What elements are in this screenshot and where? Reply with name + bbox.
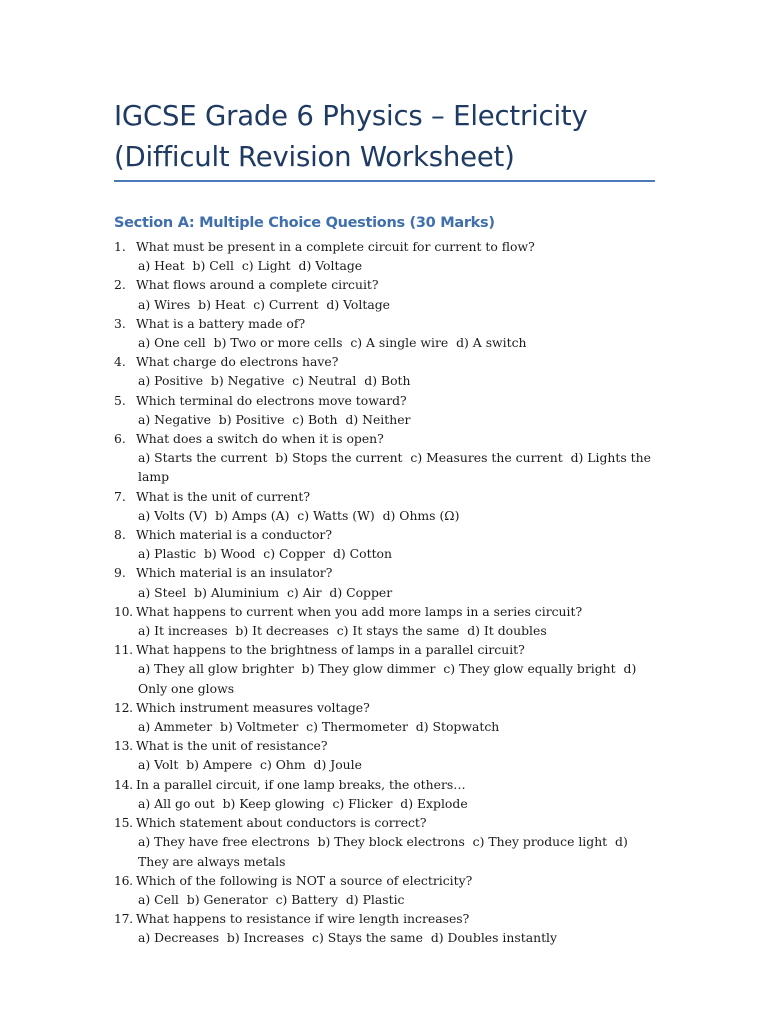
question-number: 16.	[114, 872, 133, 888]
question-number: 4.	[114, 354, 126, 370]
question-number: 7.	[114, 488, 126, 504]
question-text: What does a switch do when it is open?	[136, 431, 384, 447]
question-item	[114, 525, 662, 563]
question-item	[114, 736, 662, 774]
question-number: 8.	[114, 527, 126, 543]
question-options: a) Heat b) Cell c) Light d) Voltage	[138, 258, 363, 274]
question-options: a) Starts the current b) Stops the current c) Measures the current d) Lights the lamp	[138, 450, 655, 485]
question-item	[114, 391, 662, 429]
question-options: a) Ammeter b) Voltmeter c) Thermometer d) Stopwatch	[138, 719, 500, 735]
question-text: Which material is an insulator?	[136, 565, 333, 581]
question-text: Which material is a conductor?	[136, 527, 332, 543]
question-item	[114, 429, 662, 487]
question-text: What happens to resistance if wire length increases?	[136, 911, 470, 927]
question-item	[114, 813, 662, 871]
question-options: a) They have free electrons b) They block electrons c) They produce light d) They are always metals	[138, 834, 632, 869]
title-line-2: (Difficult Revision Worksheet)	[114, 141, 515, 173]
question-item	[114, 275, 662, 313]
question-options: a) Volt b) Ampere c) Ohm d) Joule	[138, 757, 362, 773]
question-number: 17.	[114, 911, 133, 927]
question-options: a) Positive b) Negative c) Neutral d) Both	[138, 373, 411, 389]
question-number: 6.	[114, 431, 126, 447]
question-number: 12.	[114, 699, 133, 715]
question-text: Which instrument measures voltage?	[136, 699, 370, 715]
question-item	[114, 602, 662, 640]
question-item	[114, 352, 662, 390]
question-options: a) Negative b) Positive c) Both d) Neither	[138, 411, 411, 427]
question-list	[114, 237, 662, 948]
question-options: a) They all glow brighter b) They glow dimmer c) They glow equally bright d) Only one glows	[138, 661, 641, 696]
question-text: What charge do electrons have?	[136, 354, 339, 370]
question-number: 9.	[114, 565, 126, 581]
question-number: 15.	[114, 815, 133, 831]
question-number: 3.	[114, 315, 126, 331]
question-text: In a parallel circuit, if one lamp breaks, the others…	[136, 776, 466, 792]
question-text: Which of the following is NOT a source of electricity?	[136, 872, 473, 888]
question-options: a) Volts (V) b) Amps (A) c) Watts (W) d) Ohms (Ω)	[138, 507, 460, 523]
question-options: a) Decreases b) Increases c) Stays the same d) Doubles instantly	[138, 930, 558, 946]
question-item	[114, 775, 662, 813]
question-number: 5.	[114, 392, 126, 408]
question-text: Which terminal do electrons move toward?	[136, 392, 407, 408]
question-options: a) It increases b) It decreases c) It stays the same d) It doubles	[138, 623, 547, 639]
title-underline-divider	[114, 180, 655, 182]
question-options: a) Plastic b) Wood c) Copper d) Cotton	[138, 546, 392, 562]
title-line-1: IGCSE Grade 6 Physics – Electricity	[114, 100, 588, 132]
question-number: 2.	[114, 277, 126, 293]
page-title	[114, 96, 674, 178]
question-number: 13.	[114, 738, 133, 754]
question-item	[114, 871, 662, 909]
question-number: 11.	[114, 642, 133, 658]
question-text: What is the unit of current?	[136, 488, 311, 504]
question-item	[114, 640, 662, 698]
question-text: What is a battery made of?	[136, 315, 306, 331]
question-options: a) Wires b) Heat c) Current d) Voltage	[138, 296, 390, 312]
question-options: a) Cell b) Generator c) Battery d) Plastic	[138, 891, 405, 907]
question-text: Which statement about conductors is correct?	[136, 815, 427, 831]
question-item	[114, 563, 662, 601]
question-number: 1.	[114, 239, 126, 254]
question-options: a) All go out b) Keep glowing c) Flicker d) Explode	[138, 795, 468, 811]
question-number: 10.	[114, 603, 133, 619]
question-text: What flows around a complete circuit?	[136, 277, 379, 293]
question-item	[114, 314, 662, 352]
question-item	[114, 698, 662, 736]
question-item	[114, 237, 662, 275]
question-number: 14.	[114, 776, 133, 792]
question-options: a) One cell b) Two or more cells c) A single wire d) A switch	[138, 335, 527, 351]
question-item	[114, 487, 662, 525]
question-text: What must be present in a complete circuit for current to flow?	[136, 239, 535, 254]
question-options: a) Steel b) Aluminium c) Air d) Copper	[138, 584, 393, 600]
question-text: What happens to the brightness of lamps in a parallel circuit?	[136, 642, 525, 658]
question-text: What is the unit of resistance?	[136, 738, 328, 754]
question-item	[114, 909, 662, 947]
question-text: What happens to current when you add more lamps in a series circuit?	[136, 603, 583, 619]
section-a-heading: Section A: Multiple Choice Questions (30 Marks)	[114, 215, 495, 231]
